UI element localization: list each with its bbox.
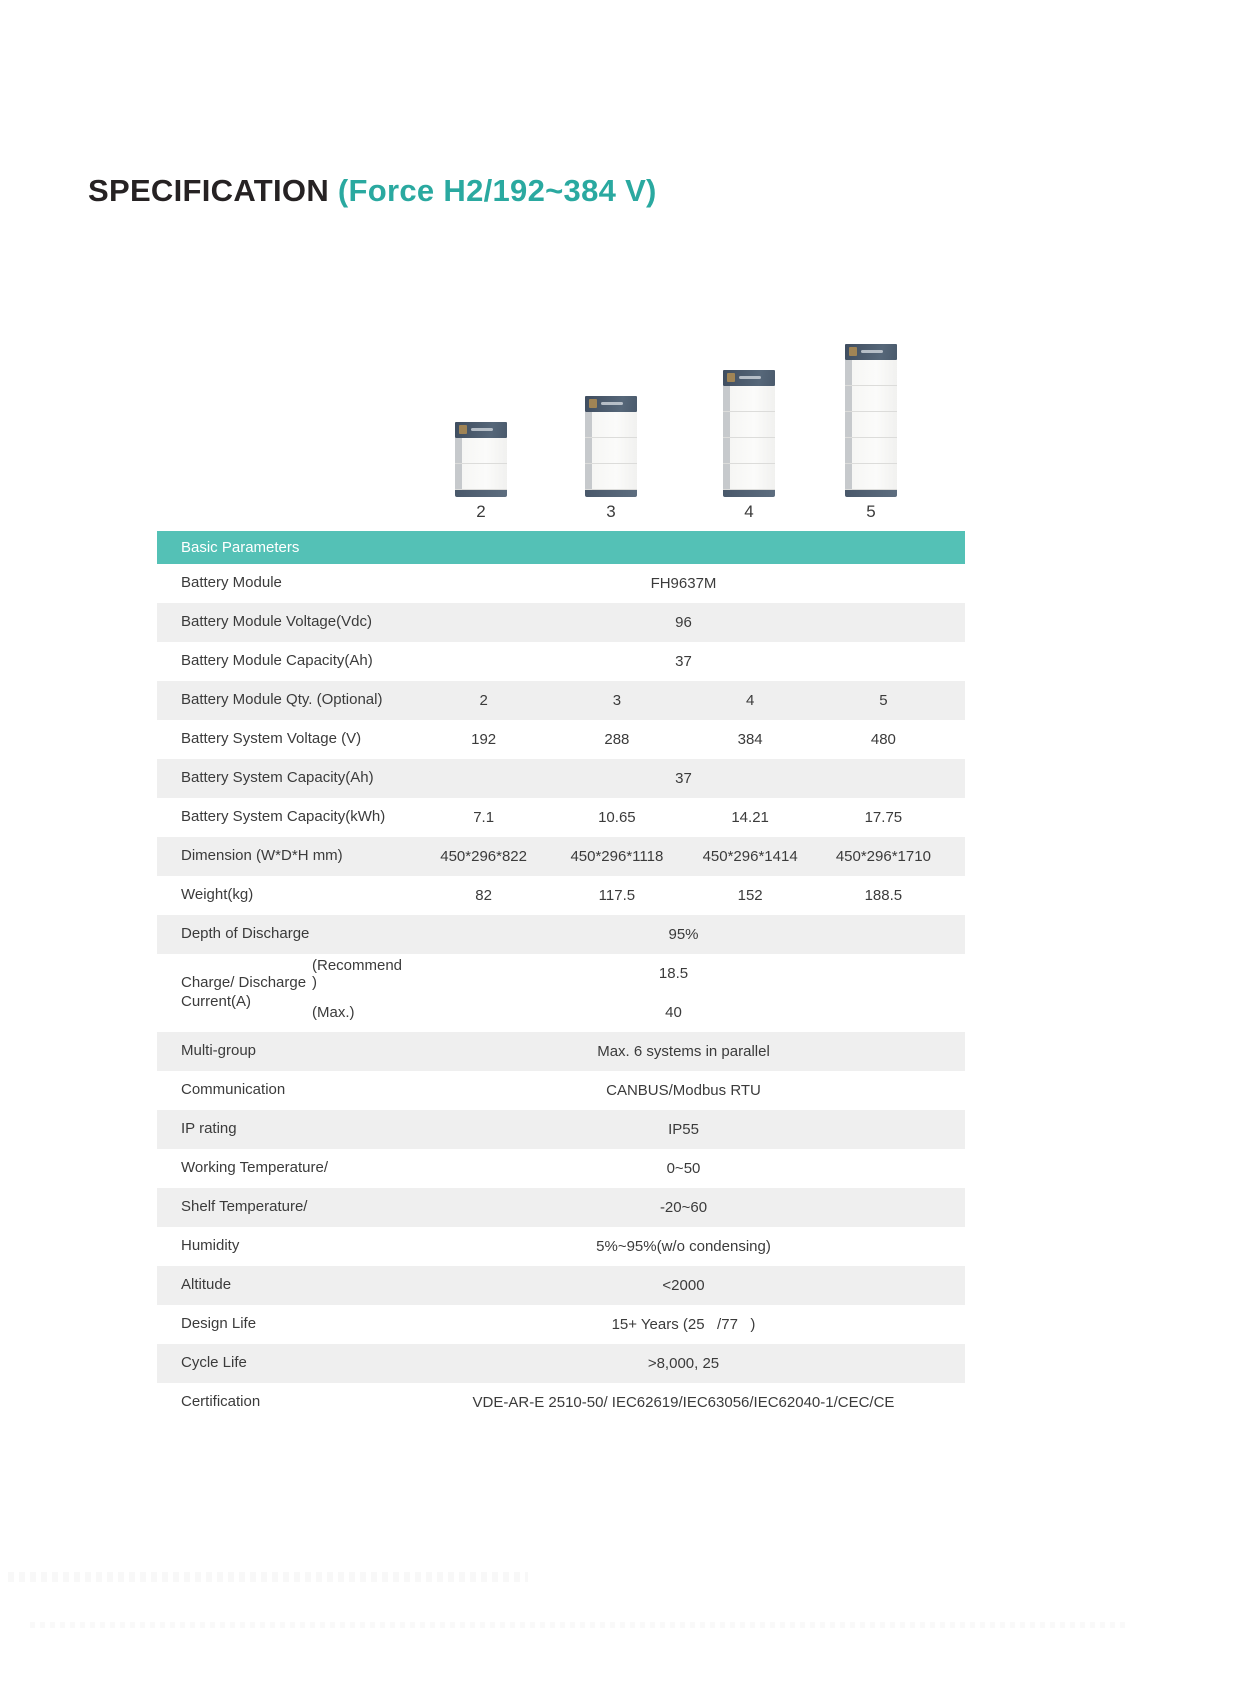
row-value-col1: 450*296*822 <box>440 848 527 865</box>
table-row-cycle-life <box>157 1344 965 1383</box>
table-row-certification <box>157 1383 965 1422</box>
table-row-humidity <box>157 1227 965 1266</box>
table-row-module-qty <box>157 681 965 720</box>
subrow-label: (Max.) <box>312 1004 355 1021</box>
row-label: Battery Module Voltage(Vdc) <box>181 613 372 631</box>
tower-base <box>845 490 897 497</box>
subrow-label: (Recommend ) <box>312 956 403 991</box>
battery-module-segment <box>845 360 897 386</box>
row-label: Battery Module <box>181 574 282 592</box>
table-row-working-temperature <box>157 1149 965 1188</box>
row-label: Battery Module Capacity(Ah) <box>181 652 373 670</box>
row-label: Depth of Discharge <box>181 925 310 943</box>
row-value: 95% <box>668 926 699 943</box>
row-label: Humidity <box>181 1237 240 1255</box>
battery-module-segment <box>845 438 897 464</box>
battery-module-segment <box>845 412 897 438</box>
tower-cap <box>723 370 775 386</box>
footer-ghost-text <box>0 1562 1240 1642</box>
row-label: Weight(kg) <box>181 886 254 904</box>
table-row-altitude <box>157 1266 965 1305</box>
row-value: IP55 <box>668 1121 699 1138</box>
row-value: <2000 <box>662 1277 705 1294</box>
row-label: Cycle Life <box>181 1354 247 1372</box>
row-label: Dimension (W*D*H mm) <box>181 847 343 865</box>
row-value-col2: 10.65 <box>598 809 636 826</box>
battery-module-segment <box>585 464 637 490</box>
row-value-col2: 3 <box>612 692 622 709</box>
table-row-depth-of-discharge <box>157 915 965 954</box>
table-row-system-capacity-ah <box>157 759 965 798</box>
row-label: IP rating <box>181 1120 237 1138</box>
row-value: FH9637M <box>650 575 717 592</box>
row-label: Certification <box>181 1393 261 1411</box>
subrow-value: 18.5 <box>658 965 689 982</box>
row-label: Battery System Voltage (V) <box>181 730 362 748</box>
row-label: Working Temperature/ <box>181 1159 329 1177</box>
table-row-module-capacity <box>157 642 965 681</box>
battery-tower-5-modules <box>845 344 897 522</box>
row-value-col2: 288 <box>604 731 630 748</box>
tower-cap <box>455 422 507 438</box>
tower-base <box>455 490 507 497</box>
row-value-col4: 17.75 <box>864 809 903 826</box>
row-value-col4: 188.5 <box>864 887 903 904</box>
battery-module-segment <box>455 438 507 464</box>
row-value-col3: 152 <box>737 887 763 904</box>
row-value-col3: 450*296*1414 <box>702 848 798 865</box>
spec-table <box>157 531 965 1422</box>
table-row-dimension <box>157 837 965 876</box>
row-label: Design Life <box>181 1315 257 1333</box>
row-value-col1: 7.1 <box>473 809 495 826</box>
row-value: 0~50 <box>666 1160 701 1177</box>
table-row-module-voltage <box>157 603 965 642</box>
row-label: Battery System Capacity(Ah) <box>181 769 374 787</box>
page-title-main: SPECIFICATION <box>88 173 338 208</box>
row-label: Charge/ Discharge Current(A) <box>181 974 307 1010</box>
row-value: -20~60 <box>659 1199 708 1216</box>
row-value: >8,000, 25 <box>647 1355 720 1372</box>
row-value-col1: 192 <box>471 731 497 748</box>
battery-module-segment <box>723 386 775 412</box>
battery-module-segment <box>723 412 775 438</box>
row-value-col4: 5 <box>879 692 888 709</box>
row-value-col3: 14.21 <box>731 809 769 826</box>
row-label: Altitude <box>181 1276 232 1294</box>
page-title <box>88 173 657 209</box>
table-row-ip-rating <box>157 1110 965 1149</box>
table-row-weight <box>157 876 965 915</box>
table-row-battery-module <box>157 564 965 603</box>
row-value-col3: 4 <box>745 692 755 709</box>
row-value: 37 <box>675 653 692 670</box>
row-value-col4: 480 <box>870 731 896 748</box>
page-title-model: (Force H2/192~384 V) <box>337 173 657 208</box>
subrow-value: 40 <box>665 1004 682 1021</box>
tower-count-label: 3 <box>606 502 616 521</box>
section-header-basic-parameters: Basic Parameters <box>157 531 965 564</box>
table-row-shelf-temperature <box>157 1188 965 1227</box>
row-value-col2: 450*296*1118 <box>570 848 664 865</box>
tower-count-label: 2 <box>476 502 486 521</box>
row-label: Shelf Temperature/ <box>181 1198 308 1216</box>
row-value-col2: 117.5 <box>598 887 636 904</box>
row-value: 37 <box>675 770 692 787</box>
row-label: Communication <box>181 1081 286 1099</box>
row-value: 15+ Years (25 /77 ) <box>611 1316 756 1333</box>
row-label: Multi-group <box>181 1042 257 1060</box>
row-value: CANBUS/Modbus RTU <box>606 1082 761 1099</box>
row-value: 96 <box>675 614 692 631</box>
row-label: Battery Module Qty. (Optional) <box>181 691 383 709</box>
table-row-system-voltage <box>157 720 965 759</box>
battery-module-segment <box>845 464 897 490</box>
row-value: VDE-AR-E 2510-50/ IEC62619/IEC63056/IEC62040-1/CEC/CE <box>472 1394 895 1411</box>
row-label: Battery System Capacity(kWh) <box>181 808 386 826</box>
battery-module-segment <box>845 386 897 412</box>
subrow-recommend <box>312 954 965 993</box>
row-value: 5%~95%(w/o condensing) <box>596 1238 771 1255</box>
tower-base <box>585 490 637 497</box>
tower-cap <box>845 344 897 360</box>
tower-cap <box>585 396 637 412</box>
battery-module-segment <box>585 412 637 438</box>
table-row-multi-group <box>157 1032 965 1071</box>
battery-tower-2-modules <box>455 422 507 522</box>
battery-tower-3-modules <box>585 396 637 522</box>
row-value-col1: 82 <box>475 887 492 904</box>
table-row-system-capacity-kwh <box>157 798 965 837</box>
tower-base <box>723 490 775 497</box>
table-row-communication <box>157 1071 965 1110</box>
subrow-max <box>312 993 965 1032</box>
table-row-design-life <box>157 1305 965 1344</box>
tower-count-label: 4 <box>744 502 754 521</box>
battery-tower-4-modules <box>723 370 775 522</box>
row-value-col3: 384 <box>737 731 763 748</box>
row-value-col1: 2 <box>479 692 488 709</box>
row-value-col4: 450*296*1710 <box>835 848 931 865</box>
row-value: Max. 6 systems in parallel <box>597 1043 770 1060</box>
battery-module-segment <box>455 464 507 490</box>
battery-module-segment <box>585 438 637 464</box>
tower-count-label: 5 <box>866 502 876 521</box>
battery-module-segment <box>723 464 775 490</box>
battery-module-segment <box>723 438 775 464</box>
table-row-charge-discharge-current <box>157 954 965 1032</box>
